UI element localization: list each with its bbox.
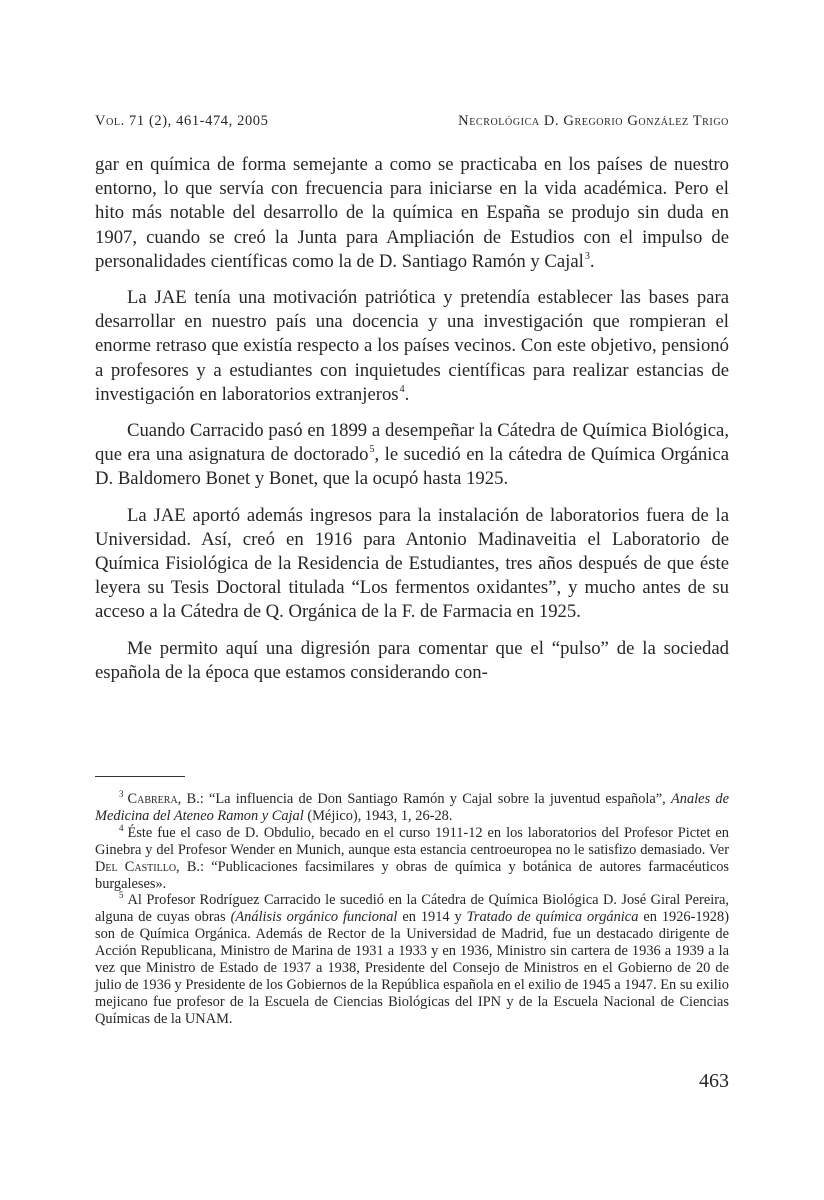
footnote-3-mark: 3: [119, 789, 124, 799]
paragraph-3: [95, 419, 729, 492]
body-text: [95, 153, 729, 697]
footnote-ref-4[interactable]: 4: [399, 383, 405, 395]
footnote-5-mark: 5: [119, 890, 124, 901]
paragraph-2: [95, 286, 729, 407]
footnote-4-author: Del Castillo, B.: [95, 858, 201, 875]
journal-volume-header: Vol. 71 (2), 461-474, 2005: [95, 113, 269, 129]
footnote-5: [95, 892, 729, 1027]
footnote-5-title-1: (Análisis orgánico funcional: [230, 909, 398, 926]
footnote-ref-5[interactable]: 5: [369, 444, 375, 456]
footnote-5-text-2: en 1914 y: [397, 909, 467, 926]
article-title-header: Necrológica D. Gregorio González Trigo: [458, 113, 729, 129]
page-number: 463: [699, 1070, 729, 1092]
paragraph-2-end: .: [404, 383, 410, 405]
paragraph-1-end: .: [589, 250, 595, 272]
paragraph-3-text-b: , le sucedió en la cátedra de Química Orgánica D. Baldomero Bonet y Bonet, que la ocupó hasta 1925.: [95, 444, 729, 490]
footnote-ref-3[interactable]: 3: [584, 250, 590, 262]
footnote-4-text-2: : “Publicaciones facsimilares y obras de química y botánica de autores farmacéuticos burgaleses».: [95, 858, 730, 892]
paragraph-5: [95, 637, 729, 685]
footnote-5-text-3: en 1926-1928) son de Química Orgánica. Además de Rector de la Universidad de Madrid, fue un destacado dirigente de Acción Republicana, Ministro de Marina de 1931 a 1933 y en 1936, Ministro sin cartera de 1936 a 1939 a la vez que Ministro de Estado de 1937 a 1938, Presidente del Consejo de Ministros en el Gobierno de 20 de julio de 1936 y Presidente de los Gobiernos de la República española en el exilio de 1945 a 1947. En su exilio mejicano fue profesor de la Escuela de Ciencias Biológicas del IPN y de la Escuela Nacional de Ciencias Químicas de la UNAM.: [95, 909, 729, 1027]
footnote-3-author: Cabrera, B.: [127, 791, 200, 807]
footnote-5-title-2: Tratado de química orgánica: [466, 909, 639, 926]
footnote-4: [95, 822, 730, 893]
paragraph-2-text: La JAE tenía una motivación patriótica y pretendía establecer las bases para desarrollar en nuestro país una docencia y una investigación que rompieran el enorme retraso que existía respecto a los países vecinos. Con este objetivo, pensionó a profesores y a estudiantes con inquietudes científicas para realizar estancias de investigación en laboratorios extranjeros: [95, 287, 729, 405]
footnote-3: [95, 791, 729, 825]
running-header: [95, 113, 729, 133]
footnote-4-text-1: Éste fue el caso de D. Obdulio, becado en el curso 1911-12 en los laboratorios del Profesor Pictet en Ginebra y del Profesor Wender en Munich, aunque esta estancia centroeuropea no le satisfizo demasiado. Ver: [95, 824, 729, 858]
paragraph-5-text: Me permito aquí una digresión para comentar que el “pulso” de la sociedad española de la época que estamos considerando con-: [95, 637, 729, 683]
footnote-5-text-1: Al Profesor Rodríguez Carracido le sucedió en la Cátedra de Química Biológica D. José Giral Pereira, alguna de cuyas obras: [95, 892, 729, 926]
paragraph-4: [95, 504, 729, 625]
document-page: [95, 0, 729, 1200]
paragraph-4-text: La JAE aportó además ingresos para la instalación de laboratorios fuera de la Universidad. Así, creó en 1916 para Antonio Madinaveitia el Laboratorio de Química Fisiológica de la Residencia de Estudiantes, tres años después de que éste leyera su Tesis Doctoral titulada “Los fermentos oxidantes”, y mucho antes de su acceso a la Cátedra de Q. Orgánica de la F. de Farmacia en 1925.: [95, 504, 729, 623]
paragraph-1-text: gar en química de forma semejante a como se practicaba en los países de nuestro entorno, lo que servía con frecuencia para iniciarse en la vida académica. Pero el hito más notable del desarrollo de la química en España se produjo sin duda en 1907, cuando se creó la Junta para Ampliación de Estudios con el impulso de personalidades científicas como la de D. Santiago Ramón y Cajal: [95, 154, 729, 272]
footnote-3-journal: Anales de Medicina del Ateneo Ramon y Cajal: [95, 791, 729, 824]
footnote-4-mark: 4: [119, 822, 124, 833]
footnote-3-text-1: : “La influencia de Don Santiago Ramón y Cajal sobre la juventud española”,: [199, 791, 671, 807]
footnote-3-text-2: (Méjico), 1943, 1, 26-28.: [303, 807, 453, 824]
footnotes: [95, 791, 729, 1028]
paragraph-3-text-a: Cuando Carracido pasó en 1899 a desempeñar la Cátedra de Química Biológica, que era una asignatura de doctorado: [95, 420, 729, 466]
paragraph-1: [95, 153, 729, 274]
footnote-separator: [95, 776, 185, 777]
